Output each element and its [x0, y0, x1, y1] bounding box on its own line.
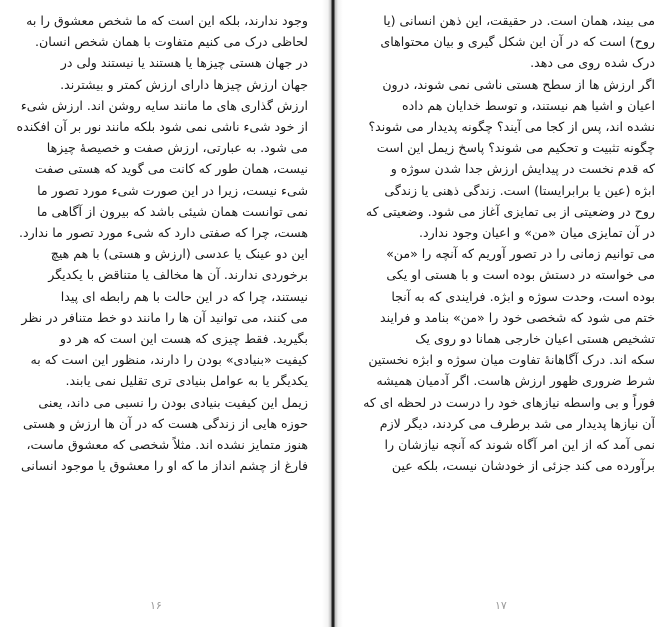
text-line: تشخیص هستی اعیان خارجی همانا دو روی یک [415, 331, 655, 347]
text-line: در آن تمایزی میان «من» و اعیان وجود ندارد. [418, 225, 655, 241]
text-line: این دو عینک یا عدسی (ارزش و هستی) با هم هیچ [50, 246, 308, 262]
text-line: نیستند، چرا که در این حالت با هم رابطه ای پیدا [60, 288, 308, 304]
text-line: یکدیگر یا به عوامل بنیادی تری تقلیل نمی یابند. [65, 373, 308, 389]
text-line: می بیند، همان است. در حقیقت، این ذهن انسانی (یا [383, 13, 655, 28]
text-line: هنوز متمایز نشده اند. مثلاً شخصی که معشوق ماست، [26, 437, 308, 453]
text-line: اگر ارزش ها از سطح هستی ناشی نمی شوند، درون [382, 76, 655, 92]
text-line: زیمل این کیفیت بنیادی بودن را نسبی می داند، یعنی [38, 394, 308, 410]
left-page-text [14, 10, 308, 476]
text-line: برآورده می کند جزئی از خودشان نیست، بلکه عین [391, 458, 655, 474]
book-spine [322, 0, 343, 627]
page-number: ۱۶ [150, 599, 162, 612]
text-line: نیست، همان طور که کانت می گوید که هستی صفت [34, 161, 308, 177]
text-line: درک شده روی می دهد. [530, 55, 655, 71]
text-line: که قدم نخست در پیدایش ارزش جدا شدن سوژه و [390, 161, 655, 177]
text-line: آن نیازها پدیدار می شد برطرف می کردند، دیگر لازم [379, 415, 655, 431]
text-line: فارغ از چشم انداز ما که او را معشوق یا موجود انسانی [20, 458, 308, 474]
right-page [345, 0, 665, 627]
text-line: می شود. به عبارتی، ارزش صفت و خصیصهٔ چیزها [46, 140, 308, 156]
text-line: ارزش گذاری های ما مانند سایه روشن اند. ارزش شیء [20, 97, 308, 113]
text-line: بگیرید. فقط چیزی که هست این است که هر دو [59, 331, 308, 347]
left-page [0, 0, 320, 627]
text-line: ابژه (عین یا برابرایستا) است. زندگی ذهنی یا زندگی [384, 182, 655, 198]
text-line: شیء نیست، زیرا در این صورت شیء مورد تصور ما [37, 182, 308, 198]
text-line: از خود شیء ناشی نمی شود بلکه مانند نور بر آن افکنده [16, 119, 308, 135]
text-line: فوراً و بی واسطه نیازهای خود را درست در لحظه ای که [363, 394, 655, 410]
text-line: بوده است، وحدت سوژه و ابژه. فرایندی که به آنجا [391, 288, 655, 304]
text-line: سکه اند. درک آگاهانهٔ تفاوت میان سوژه و ابژه نخستین [368, 352, 655, 368]
right-page-text [351, 10, 655, 476]
text-line: می توانیم زمانی را در تصور آوریم که آنچه را «من» [386, 246, 655, 262]
text-line: روح) است که در آن این شکل گیری و بیان محتواهای [380, 34, 655, 50]
text-line: برخوردی ندارند. آن ها مخالف یا متناقض با یکدیگر [48, 267, 308, 283]
text-line: کیفیت «بنیادی» بودن را دارند، منظور این است که به [30, 352, 308, 368]
page-number: ۱۷ [495, 599, 507, 612]
text-line: در جهان هستی چیزها یا هستند یا نیستند ولی در [60, 55, 308, 71]
text-line: چگونه تثبیت و تحکیم می شوند؟ پاسخ زیمل این است [376, 140, 655, 156]
text-line: روح در وضعیتی از بی تمایزی آغاز می شود. وضعیتی که [365, 203, 655, 219]
text-line: جهان ارزش چیزها دارای ارزش کمتر و بیشترند. [60, 76, 308, 92]
text-line: می کنند، می توانید آن ها را مانند دو خط متنافر در نظر [21, 309, 308, 325]
text-line: لحاظی درک می کنیم متفاوت با همان شخص انسان. [34, 34, 308, 50]
text-line: ختم می شود که شخصی خود را «من» بنامد و فرایند [380, 309, 655, 325]
text-line: نمی آمد که از این امر آگاه شوند که آنچه نیازشان را [384, 437, 655, 453]
text-line: نمی توانست همان شیئی باشد که بیرون از آگاهی ما [36, 203, 308, 219]
text-line: می خواسته در دستش بوده است و با هستی او یکی [386, 267, 655, 283]
text-line: وجود ندارند، بلکه این است که ما شخص معشوق را به [26, 13, 308, 28]
text-line: هست، چرا که صفتی دارد که شیء مورد تصور ما ندارد. [18, 225, 308, 241]
text-line: نشده اند، پس از کجا می آیند؟ چگونه پدیدار می شوند؟ [368, 119, 655, 135]
text-line: حوزه هایی از زندگی هست که در آن ها ارزش و هستی [23, 415, 308, 431]
text-line: اعیان و اشیا هم نیستند، و توسط خدایان هم داده [402, 97, 655, 113]
text-line: شرط ضروری ظهور ارزش هاست. اگر آدمیان همیشه [376, 373, 655, 389]
